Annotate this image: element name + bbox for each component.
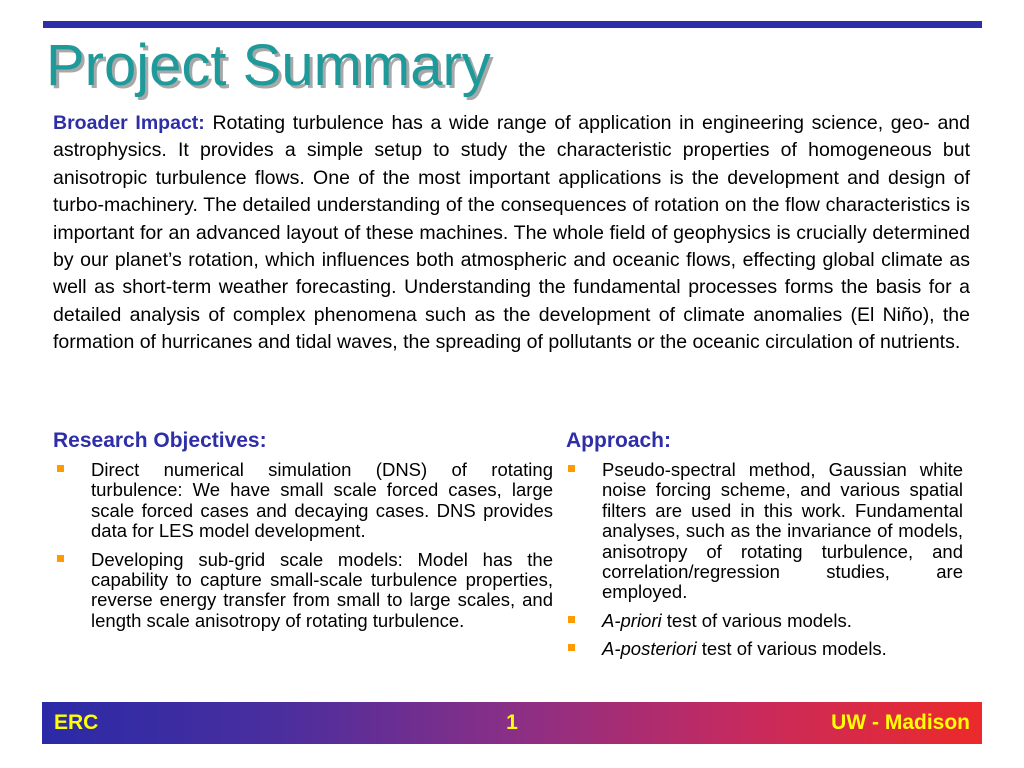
research-objectives-heading: Research Objectives: (53, 429, 267, 452)
research-objectives-list (53, 460, 553, 639)
square-bullet-icon (57, 555, 64, 562)
broader-impact-paragraph (53, 110, 970, 357)
square-bullet-icon (568, 644, 575, 651)
top-rule (43, 21, 982, 28)
footer-left-label: ERC (54, 711, 99, 734)
square-bullet-icon (57, 465, 64, 472)
list-item (564, 639, 963, 659)
broader-impact-label: Broader Impact: (53, 112, 205, 134)
footer-right-label: UW - Madison (831, 711, 970, 734)
square-bullet-icon (568, 616, 575, 623)
list-item (564, 460, 963, 603)
list-item (53, 460, 553, 542)
approach-italic-term: A-posteriori (602, 638, 697, 660)
objective-text: Direct numerical simulation (DNS) of rotating turbulence: We have small scale forced cases, large scale forced cases and decaying cases. DNS provides data for LES model development. (91, 459, 553, 542)
list-item (564, 611, 963, 631)
approach-rest: test of various models. (696, 638, 887, 660)
footer-bar (42, 702, 982, 744)
approach-text (602, 611, 963, 631)
slide-title: Project Summary (46, 33, 491, 98)
approach-text (602, 639, 963, 659)
list-item (53, 550, 553, 632)
approach-text: Pseudo-spectral method, Gaussian white noise forcing scheme, and various spatial filters are used in this work. Fundamental analyses, such as the invariance of models, anisotropy of rotating turbulence, and correlation/regression studies, are employed. (602, 459, 963, 603)
page-number: 1 (506, 711, 518, 734)
approach-list (564, 460, 963, 668)
objective-text: Developing sub-grid scale models: Model has the capability to capture small-scale turbulence properties, reverse energy transfer from small to large scales, and length scale anisotropy of rotating turbulence. (91, 548, 553, 631)
broader-impact-text: Rotating turbulence has a wide range of application in engineering science, geo- and astrophysics. It provides a simple setup to study the characteristic properties of homogeneous but anisotropic turbulence flows. One of the most important applications is the development and design of turbo-machinery. The detailed understanding of the consequences of rotation on the flow characteristics is important for an advanced layout of these machines. The whole field of geophysics is crucially determined by our planet’s rotation, which influences both atmospheric and oceanic flows, effecting global climate as well as short-term weather forecasting. Understanding the fundamental processes forms the basis for a detailed analysis of complex phenomena such as the development of climate anomalies (El Niño), the formation of hurricanes and tidal waves, the spreading of pollutants or the oceanic circulation of nutrients. (53, 112, 970, 354)
square-bullet-icon (568, 465, 575, 472)
approach-heading: Approach: (566, 429, 671, 452)
approach-italic-term: A-priori (602, 609, 662, 631)
approach-rest: test of various models. (661, 609, 852, 631)
